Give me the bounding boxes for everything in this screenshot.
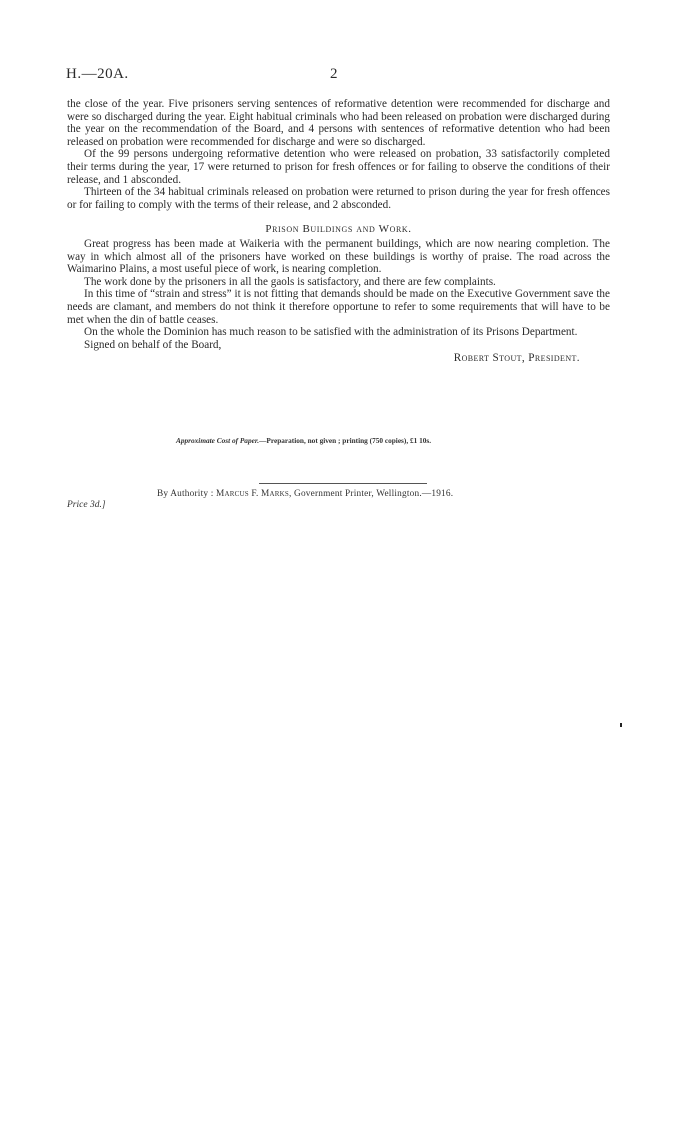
printer-imprint [157,489,453,499]
document-code: H.—20A. [66,66,129,82]
page-number: 2 [330,66,338,82]
paragraph-on-the-whole: On the whole the Dominion has much reason to be satisfied with the administration of its Prisons Department. [84,326,578,339]
paragraph-progress: Great progress has been made at Waikeria with the permanent buildings, which are now nearing completion. The way in which almost all of the prisoners have worked on these buildings is worthy of praise. The road across the Waimarino Plains, a most useful piece of work, is nearing completion. [67,237,610,276]
paragraph-work-done: The work done by the prisoners in all the gaols is satisfactory, and there are few complaints. [84,275,496,288]
imprint-printer: Marcus F. Marks [216,489,289,499]
paragraph-discharges: the close of the year. Five prisoners serving sentences of reformative detention were recommended for discharge and were so discharged during the year. Eight habitual criminals who had been released on probation were discharged during the year on the recommendation of the Board, and 4 persons with sentences of reformative detention who had been released on probation were recommended for discharge and were so discharged. [67,98,610,148]
report-body [67,98,610,365]
divider-rule [259,483,427,484]
paragraph-habitual-criminals: Thirteen of the 34 habitual criminals released on probation were returned to prison during the year for fresh offences or for failing to comply with the terms of their release, and 2 absconded. [67,186,610,211]
cost-note-text: —Preparation, not given ; printing (750 copies), £1 10s. [259,436,432,445]
signature: Robert Stout, President. [453,352,580,365]
paragraph-signed: Signed on behalf of the Board, [84,338,222,351]
imprint-prefix: By Authority : [157,489,217,499]
cost-note [176,436,431,445]
imprint-suffix: , Government Printer, Wellington.—1916. [289,489,454,499]
paragraph-strain-and-stress: In this time of “strain and stress” it is not fitting that demands should be made on the Executive Government save the needs are clamant, and members do not think it therefore opportune to refer to some requirements that will have to be met when the din of battle ceases. [67,288,610,326]
section-heading: Prison Buildings and Work. [265,223,412,236]
scan-speck [620,723,622,727]
price: Price 3d.] [67,500,106,510]
cost-note-label: Approximate Cost of Paper. [176,436,260,445]
paragraph-reformative-detention: Of the 99 persons undergoing reformative detention who were released on probation, 33 satisfactorily completed their terms during the year, 17 were returned to prison for fresh offences or for failing to observe the conditions of their release, and 1 absconded. [67,148,610,186]
